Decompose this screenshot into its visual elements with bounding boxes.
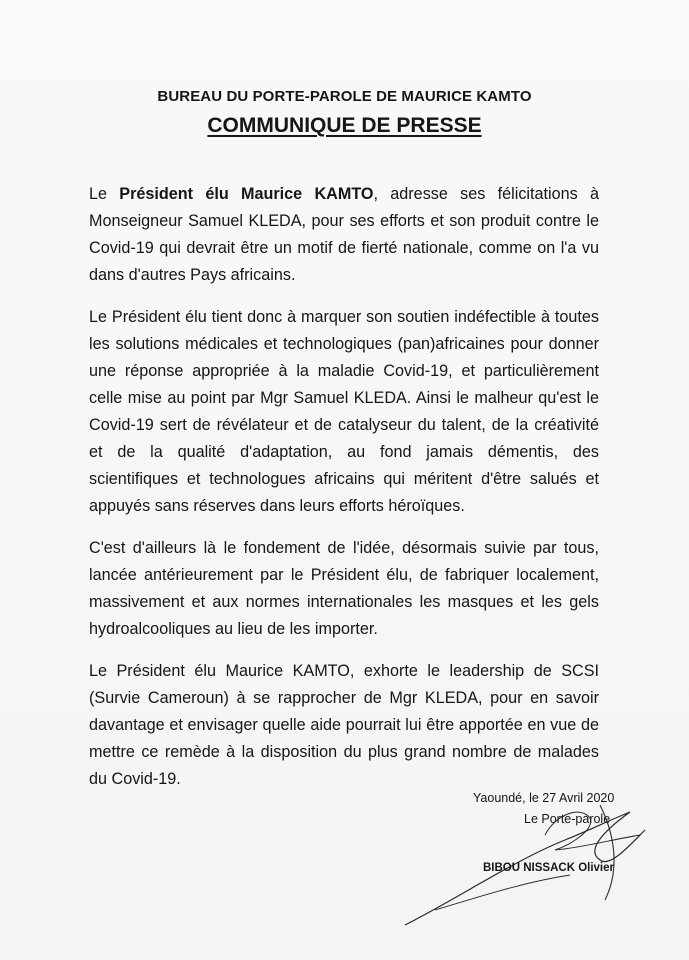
paragraph-1-bold: Président élu Maurice KAMTO (119, 185, 374, 203)
signatory-name: BIBOU NISSACK Olivier (483, 862, 614, 874)
paragraph-4: Le Président élu Maurice KAMTO, exhorte le leadership de SCSI (Survie Cameroun) à se rapprocher de Mgr KLEDA, pour en savoir davantage et envisager quelle aide pourrait lui être apportée en vue de mettre ce remède à la disposition du plus grand nombre de malades du Covid-19. (89, 662, 599, 788)
paragraph-1 (89, 181, 599, 289)
paragraph-2: Le Président élu tient donc à marquer son soutien indéfectible à toutes les solutions médicales et technologiques (pan)africaines pour donner une réponse appropriée à la maladie Covid-19, et particulièrement celle mise au point par Mgr Samuel KLEDA. Ainsi le malheur qu'est le Covid-19 sert de révélateur et de catalyseur du talent, de la créativité et de la qualité d'adaptation, au fond jamais démentis, des scientifiques et technologues africains qui méritent d'être salués et appuyés sans réserves dans leurs efforts héroïques. (89, 308, 599, 515)
page-title: COMMUNIQUE DE PRESSE (207, 114, 482, 137)
paragraph-1-rest: , adresse ses félicitations à Monseigneur Samuel KLEDA, pour ses efforts et son produit contre le Covid-19 qui devrait être un motif de fierté nationale, comme on l'a vu dans d'autres Pays africains. (89, 185, 599, 284)
release-body (89, 181, 599, 808)
paragraph-1-lead: Le (89, 185, 120, 203)
signature-stroke-loop (545, 812, 640, 850)
office-header: BUREAU DU PORTE-PAROLE DE MAURICE KAMTO (157, 88, 532, 105)
paragraph-3: C'est d'ailleurs là le fondement de l'idée, désormais suivie par tous, lancée antérieurement par le Président élu, de fabriquer localement, massivement et aux normes internationales les masques et les gels hydroalcooliques au lieu de les importer. (89, 539, 599, 638)
signature-role: Le Porte-parole (524, 812, 611, 826)
signature-stroke-tail (435, 875, 570, 910)
signature-place-date: Yaoundé, le 27 Avril 2020 (473, 791, 615, 805)
handwritten-signature (395, 790, 665, 930)
